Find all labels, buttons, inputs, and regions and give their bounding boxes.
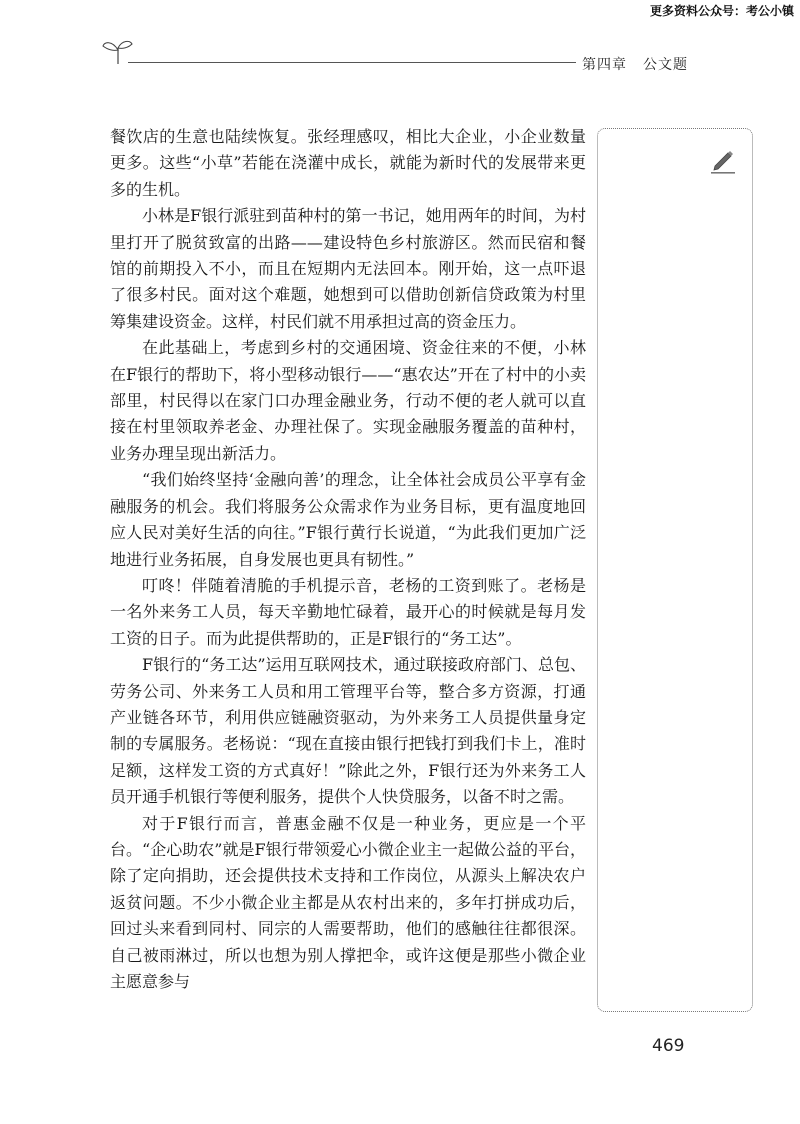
- chapter-header: [582, 54, 688, 74]
- notes-margin-box: [597, 128, 753, 1012]
- paragraph: 对于F银行而言，普惠金融不仅是一种业务，更应是一个平台。“企心助农”就是F银行带领爱心小微企业主一起做公益的平台，除了定向捐助，还会提供技术支持和工作岗位，从源头上解决农户返贫问题。不少小微企业主都是从农村出来的，多年打拼成功后，回过头来看到同村、同宗的人需要帮助，他们的感触往往都很深。自己被雨淋过，所以也想为别人撑把伞，或许这便是那些小微企业主愿意参与: [110, 813, 586, 991]
- pencil-icon: [707, 146, 737, 176]
- body-text: [110, 124, 586, 995]
- paragraph: F银行的“务工达”运用互联网技术，通过联接政府部门、总包、劳务公司、外来务工人员和用工管理平台等，整合多方资源，打通产业链各环节，利用供应链融资驱动，为外来务工人员提供量身定制的专属服务。老杨说：“现在直接由银行把钱打到我们卡上，准时足额，这样发工资的方式真好！”除此之外，F银行还为外来务工人员开通手机银行等便利服务，提供个人快贷服务，以备不时之需。: [110, 655, 586, 807]
- paragraph: 叮咚！伴随着清脆的手机提示音，老杨的工资到账了。老杨是一名外来务工人员，每天辛勤地忙碌着，最开心的时候就是每月发工资的日子。而为此提供帮助的，正是F银行的“务工达”。: [110, 575, 586, 648]
- chapter-label: 第四章: [582, 57, 627, 73]
- paragraph: 餐饮店的生意也陆续恢复。张经理感叹，相比大企业，小企业数量更多。这些“小草”若能在浇灌中成长，就能为新时代的发展带来更多的生机。: [110, 127, 586, 199]
- paragraph: “我们始终坚持‘金融向善’的理念，让全体社会成员公平享有金融服务的机会。我们将服务公众需求作为业务目标，更有温度地回应人民对美好生活的向往。”F银行黄行长说道，“为此我们更加广泛地进行业务拓展，自身发展也更具有韧性。”: [110, 470, 586, 569]
- watermark-text: 更多资料公众号：考公小镇: [649, 4, 794, 18]
- section-label: 公文题: [643, 57, 688, 73]
- paragraph: 在此基础上，考虑到乡村的交通困境、资金往来的不便，小林在F银行的帮助下，将小型移动银行——“惠农达”开在了村中的小卖部里，村民得以在家门口办理金融业务，行动不便的老人就可以直接在村里领取养老金、办理社保了。实现金融服务覆盖的苗种村，业务办理呈现出新活力。: [110, 338, 586, 463]
- paragraph: 小林是F银行派驻到苗种村的第一书记，她用两年的时间，为村里打开了脱贫致富的出路——建设特色乡村旅游区。然而民宿和餐馆的前期投入不小，而且在短期内无法回本。刚开始，这一点吓退了很多村民。面对这个难题，她想到可以借助创新信贷政策为村里筹集建设资金。这样，村民们就不用承担过高的资金压力。: [110, 206, 586, 331]
- header-rule: [128, 62, 576, 63]
- page-number: 469: [652, 1036, 685, 1056]
